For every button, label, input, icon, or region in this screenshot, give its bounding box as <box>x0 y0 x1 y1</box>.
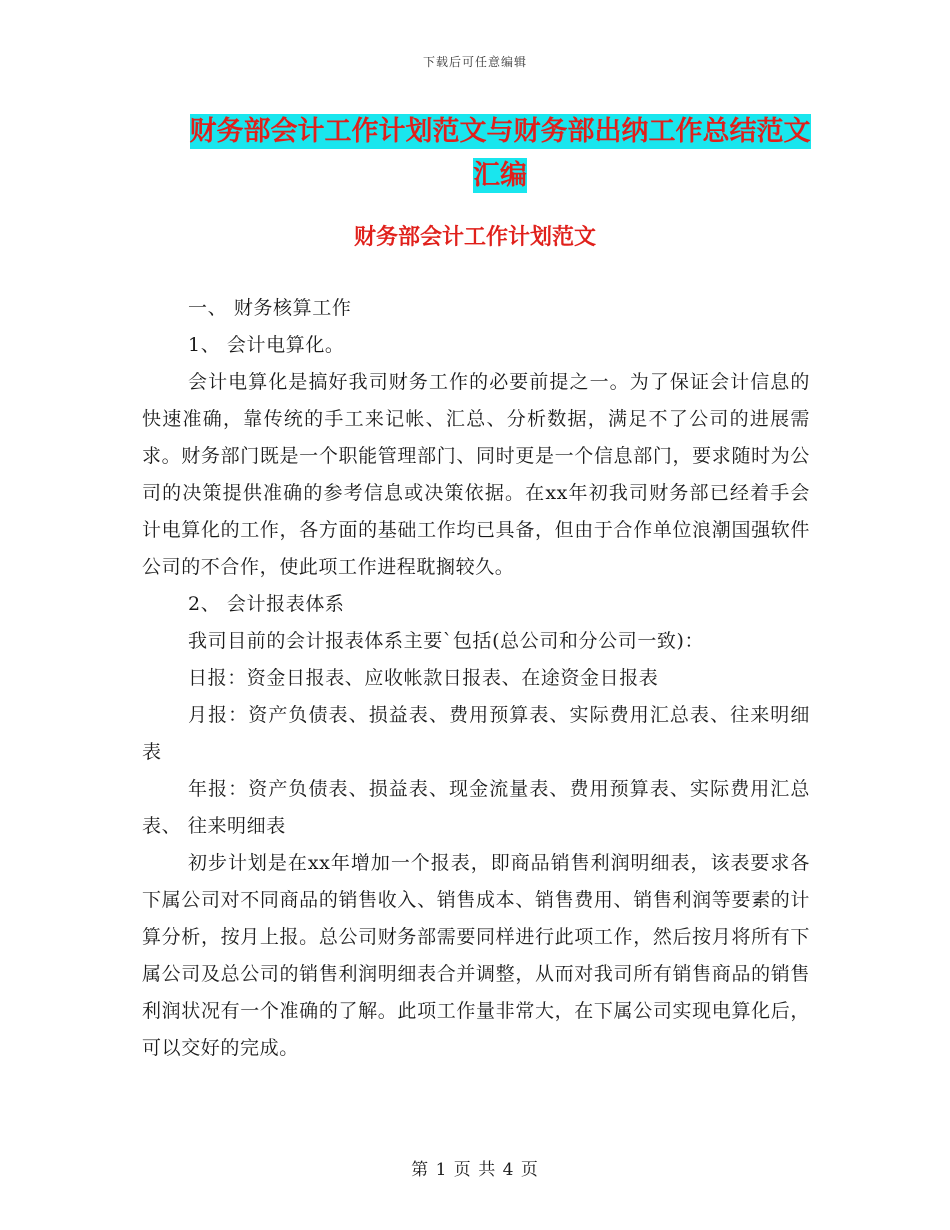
paragraph-monthly-reports: 月报：资产负债表、损益表、费用预算表、实际费用汇总表、往来明细表 <box>142 704 810 763</box>
heading-financial-accounting: 一、 财务核算工作 <box>188 297 352 319</box>
header-note: 下载后可任意编辑 <box>422 55 527 69</box>
paragraph-annual-reports: 年报：资产负债表、损益表、现金流量表、费用预算表、实际费用汇总表、 往来明细表 <box>142 778 810 837</box>
document-title-line-2: 汇编 <box>473 160 527 191</box>
document-title <box>150 110 850 198</box>
paragraph-report-intro: 我司目前的会计报表体系主要`包括(总公司和分公司一致)： <box>188 630 705 652</box>
paragraph-computerization: 会计电算化是搞好我司财务工作的必要前提之一。为了保证会计信息的快速准确，靠传统的手工来记帐、汇总、分析数据，满足不了公司的进展需求。财务部门既是一个职能管理部门、同时更是一个信息部门，要求随时为公司的决策提供准确的参考信息或决策依据。在xx年初我司财务部已经着手会计电算化的工作，各方面的基础工作均已具备，但由于合作单位浪潮国强软件公司的不合作，使此项工作进程耽搁较久。 <box>142 371 810 578</box>
paragraph-daily-reports: 日报：资金日报表、应收帐款日报表、在途资金日报表 <box>188 667 659 689</box>
page-footer: 第 1 页 共 4 页 <box>411 1160 539 1180</box>
subheading-report-system: 2、 会计报表体系 <box>188 593 345 615</box>
paragraph-initial-plan: 初步计划是在xx年增加一个报表，即商品销售利润明细表，该表要求各下属公司对不同商品的销售收入、销售成本、销售费用、销售利润等要素的计算分析，按月上报。总公司财务部需要同样进行此项工作，然后按月将所有下属公司及总公司的销售利润明细表合并调整，从而对我司所有销售商品的销售利润状况有一个准确的了解。此项工作量非常大，在下属公司实现电算化后，可以交好的完成。 <box>142 852 810 1059</box>
subheading-computerization: 1、 会计电算化。 <box>188 334 345 356</box>
document-title-line-1: 财务部会计工作计划范文与财务部出纳工作总结范文 <box>189 116 811 147</box>
section-title: 财务部会计工作计划范文 <box>353 225 596 250</box>
body-text <box>142 290 810 1067</box>
